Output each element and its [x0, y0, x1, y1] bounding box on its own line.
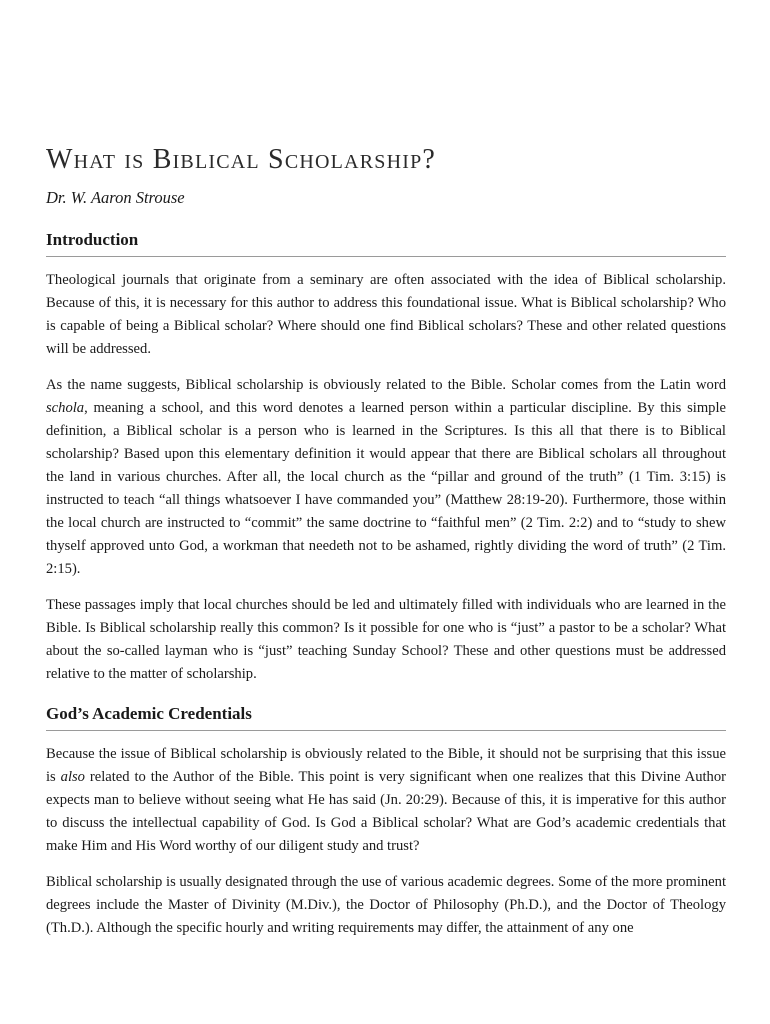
- section-heading-gods-credentials: God’s Academic Credentials: [46, 702, 726, 731]
- section-heading-introduction: Introduction: [46, 228, 726, 257]
- document-title: What is Biblical Scholarship?: [46, 144, 437, 175]
- latin-term-schola: schola: [46, 400, 85, 416]
- document-page: [46, 140, 726, 940]
- intro-paragraph-2-lead: As the name suggests, Biblical scholarship is obviously related to the Bible. Scholar comes from the Latin word: [46, 377, 726, 393]
- intro-paragraph-2-rest: , meaning a school, and this word denotes a learned person within a particular discipline. By this simple definition, a Biblical scholar is a person who is learned in the Scriptures. Is this all that there is to Biblical scholarship? Based upon this elementary definition it would appear that there are Biblical scholars all throughout the land in various churches. After all, the local church as the “pillar and ground of the truth” (1 Tim. 3:15) is instructed to teach “all things whatsoever I have commanded you” (Matthew 28:19-20). Furthermore, those within the local church are instructed to “commit” the same doctrine to “faithful men” (2 Tim. 2:2) and to “study to shew thyself approved unto God, a workman that needeth not to be ashamed, rightly dividing the word of truth” (2 Tim. 2:15).: [46, 400, 726, 577]
- credentials-paragraph-1: [46, 743, 726, 858]
- author-byline: Dr. W. Aaron Strouse: [46, 188, 185, 207]
- credentials-paragraph-2: Biblical scholarship is usually designated through the use of various academic degrees. Some of the more prominent degrees include the Master of Divinity (M.Div.), the Doctor of Philosophy (Ph.D.), and the Doctor of Theology (Th.D.). Although the specific hourly and writing requirements may differ, the attainment of any one: [46, 874, 726, 936]
- credentials-paragraph-1-lead: Because the issue of Biblical scholarship is obviously related to the Bible, it should not be surprising that this issue is: [46, 746, 726, 785]
- intro-paragraph-1: Theological journals that originate from a seminary are often associated with the idea of Biblical scholarship. Because of this, it is necessary for this author to address this foundational issue. What is Biblical scholarship? Who is capable of being a Biblical scholar? Where should one find Biblical scholars? These and other related questions will be addressed.: [46, 272, 726, 357]
- intro-paragraph-3: These passages imply that local churches should be led and ultimately filled with individuals who are learned in the Bible. Is Biblical scholarship really this common? Is it possible for one who is “just” a pastor to be a scholar? What about the so-called layman who is “just” teaching Sunday School? These and other questions must be addressed relative to the matter of scholarship.: [46, 597, 726, 682]
- emphasis-also: also: [60, 769, 85, 785]
- intro-paragraph-2: [46, 374, 726, 581]
- credentials-paragraph-1-rest: related to the Author of the Bible. This point is very significant when one realizes that this Divine Author expects man to believe without seeing what He has said (Jn. 20:29). Because of this, it is imperative for this author to discuss the intellectual capability of God. Is God a Biblical scholar? What are God’s academic credentials that make Him and His Word worthy of our diligent study and trust?: [46, 769, 727, 854]
